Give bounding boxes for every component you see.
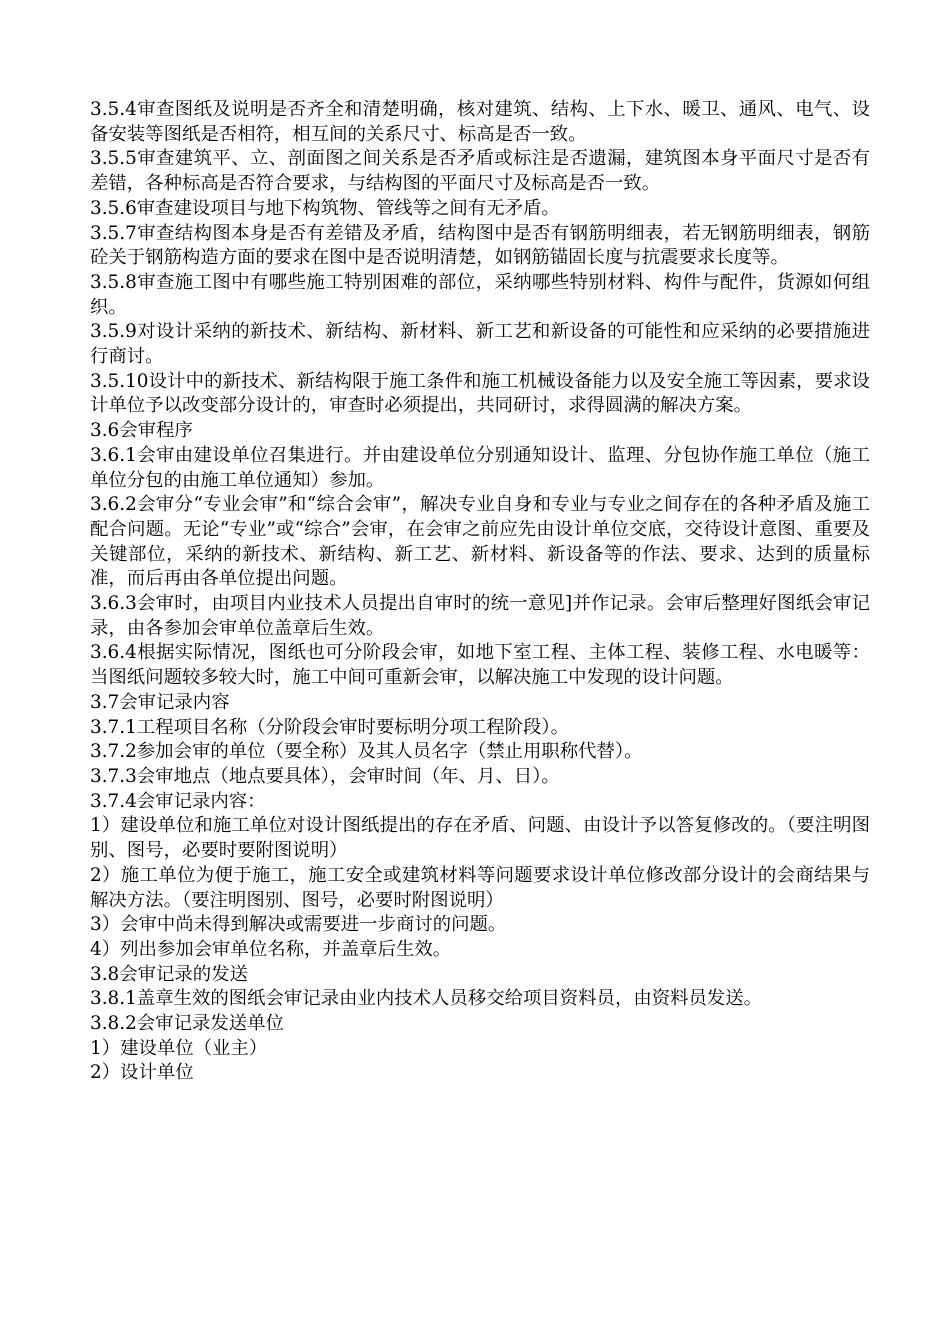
paragraph-3-5-7: 3.5.7审查结构图本身是否有差错及矛盾，结构图中是否有钢筋明细表，若无钢筋明细表，钢筋砼关于钢筋构造方面的要求在图中是否说明清楚，如钢筋锚固长度与抗震要求长度等。 bbox=[90, 222, 870, 269]
paragraph-3-8-2: 3.8.2会审记录发送单位 bbox=[90, 1013, 284, 1035]
list-item-3-8-2-2: 2）设计单位 bbox=[90, 1062, 194, 1084]
paragraph-3-5-10: 3.5.10设计中的新技术、新结构限于施工条件和施工机械设备能力以及安全施工等因素，要求设计单位予以改变部分设计的，审查时必须提出，共同研讨，求得圆满的解决方案。 bbox=[90, 370, 870, 417]
paragraph-3-8-1: 3.8.1盖章生效的图纸会审记录由业内技术人员移交给项目资料员，由资料员发送。 bbox=[90, 988, 763, 1010]
paragraph-3-6-3: 3.6.3会审时，由项目内业技术人员提出自审时的统一意见]并作记录。会审后整理好图纸会审记录，由各参加会审单位盖章后生效。 bbox=[90, 593, 870, 639]
paragraph-3-6-1: 3.6.1会审由建设单位召集进行。并由建设单位分别通知设计、监理、分包协作施工单位（施工单位分包的由施工单位通知）参加。 bbox=[90, 444, 870, 491]
list-item-3-7-4-1: 1）建设单位和施工单位对设计图纸提出的存在矛盾、问题、由设计予以答复修改的。（要注明图别、图号，必要时要附图说明） bbox=[90, 815, 870, 862]
paragraph-3-7-4: 3.7.4会审记录内容： bbox=[90, 790, 266, 812]
paragraph-3-6-4: 3.6.4根据实际情况，图纸也可分阶段会审，如地下室工程、主体工程、装修工程、水电暖等：当图纸问题较多较大时，施工中间可重新会审，以解决施工中发现的设计问题。 bbox=[90, 642, 870, 689]
section-heading-3-8: 3.8会审记录的发送 bbox=[90, 963, 248, 985]
document-body bbox=[90, 98, 870, 1086]
paragraph-3-5-6: 3.5.6审查建设项目与地下构筑物、管线等之间有无矛盾。 bbox=[90, 197, 560, 219]
section-heading-3-6: 3.6会审程序 bbox=[90, 420, 193, 442]
paragraph-3-5-9: 3.5.9对设计采纳的新技术、新结构、新材料、新工艺和新设备的可能性和应采纳的必要措施进行商讨。 bbox=[90, 321, 870, 368]
paragraph-3-5-8: 3.5.8审查施工图中有哪些施工特别困难的部位，采纳哪些特别材料、构件与配件，货源如何组织。 bbox=[90, 271, 870, 318]
list-item-3-7-4-4: 4）列出参加会审单位名称，并盖章后生效。 bbox=[90, 938, 452, 960]
list-item-3-7-4-2: 2）施工单位为便于施工，施工安全或建筑材料等问题要求设计单位修改部分设计的会商结果与解决方法。（要注明图别、图号，必要时附图说明） bbox=[90, 864, 870, 911]
list-item-3-8-2-1: 1）建设单位（业主） bbox=[90, 1037, 268, 1059]
paragraph-3-7-3: 3.7.3会审地点（地点要具体），会审时间（年、月、日）。 bbox=[90, 765, 560, 787]
section-heading-3-7: 3.7会审记录内容 bbox=[90, 691, 230, 713]
paragraph-3-5-4: 3.5.4审查图纸及说明是否齐全和清楚明确，核对建筑、结构、上下水、暖卫、通风、电气、设备安装等图纸是否相符，相互间的关系尺寸、标高是否一致。 bbox=[90, 99, 870, 145]
paragraph-3-7-1: 3.7.1工程项目名称（分阶段会审时要标明分项工程阶段）。 bbox=[90, 716, 569, 738]
list-item-3-7-4-3: 3）会审中尚未得到解决或需要进一步商讨的问题。 bbox=[90, 914, 507, 936]
paragraph-3-6-2: 3.6.2会审分“专业会审”和“综合会审”，解决专业自身和专业与专业之间存在的各种矛盾及施工配合问题。无论“专业”或“综合”会审，在会审之前应先由设计单位交底，交待设计意图、重要及关键部位，采纳的新技术、新结构、新工艺、新材料、新设备等的作法、要求、达到的质量标准，而后再由各单位提出问题。 bbox=[90, 494, 870, 590]
paragraph-3-7-2: 3.7.2参加会审的单位（要全称）及其人员名字（禁止用职称代替）。 bbox=[90, 741, 643, 763]
paragraph-3-5-5: 3.5.5审查建筑平、立、剖面图之间关系是否矛盾或标注是否遗漏，建筑图本身平面尺寸是否有差错，各种标高是否符合要求，与结构图的平面尺寸及标高是否一致。 bbox=[90, 148, 870, 195]
